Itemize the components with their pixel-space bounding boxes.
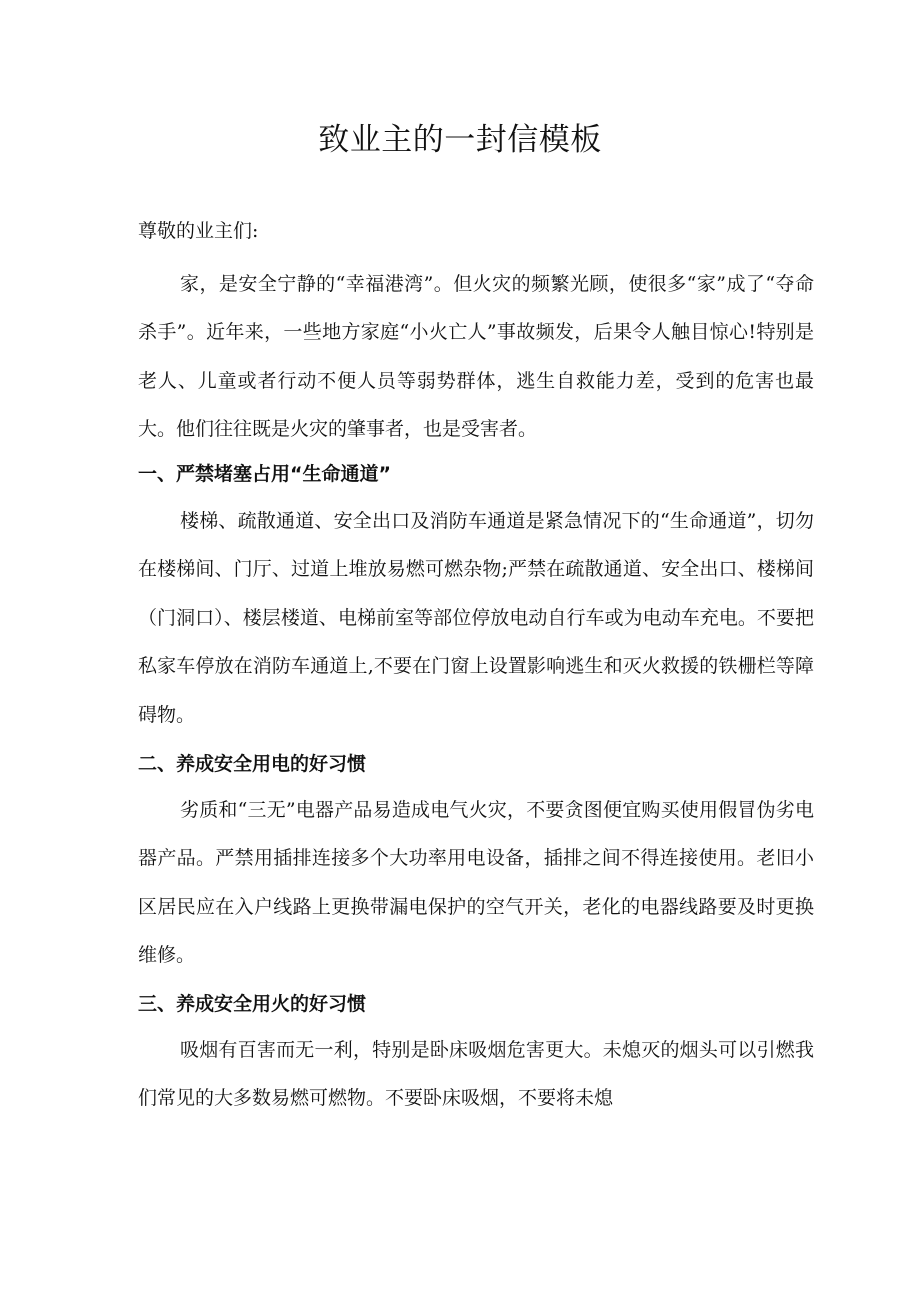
document-title: 致业主的一封信模板 [318, 122, 602, 158]
section-1-paragraph: 楼梯、疏散通道、安全出口及消防车通道是紧急情况下的“生命通道”，切勿在楼梯间、门厅、过道上堆放易燃可燃杂物;严禁在疏散通道、安全出口、楼梯间（门洞口）、楼层楼道、电梯前室等部位停放电动自行车或为电动车充电。不要把私家车停放在消防车通道上,不要在门窗上设置影响逃生和灭火救援的铁栅栏等障碍物。 [138, 510, 814, 726]
salutation: 尊敬的业主们: [138, 220, 259, 242]
intro-paragraph: 家，是安全宁静的“幸福港湾”。但火灾的频繁光顾，使很多“家”成了“夺命杀手”。近年来，一些地方家庭“小火亡人”事故频发，后果令人触目惊心!特别是老人、儿童或者行动不便人员等弱势群体，逃生自救能力差，受到的危害也最大。他们往往既是火灾的肇事者，也是受害者。 [138, 273, 814, 441]
section-1-heading: 一、严禁堵塞占用“生命通道” [138, 463, 391, 485]
section-3-paragraph: 吸烟有百害而无一利，特别是卧床吸烟危害更大。未熄灭的烟头可以引燃我们常见的大多数易燃可燃物。不要卧床吸烟，不要将未熄 [138, 1039, 814, 1110]
section-3-heading: 三、养成安全用火的好习惯 [138, 993, 367, 1015]
section-2-paragraph: 劣质和“三无”电器产品易造成电气火灾，不要贪图便宜购买使用假冒伪劣电器产品。严禁用插排连接多个大功率用电设备，插排之间不得连接使用。老旧小区居民应在入户线路上更换带漏电保护的空气开关，老化的电器线路要及时更换维修。 [138, 799, 814, 967]
section-2-heading: 二、养成安全用电的好习惯 [138, 753, 367, 775]
